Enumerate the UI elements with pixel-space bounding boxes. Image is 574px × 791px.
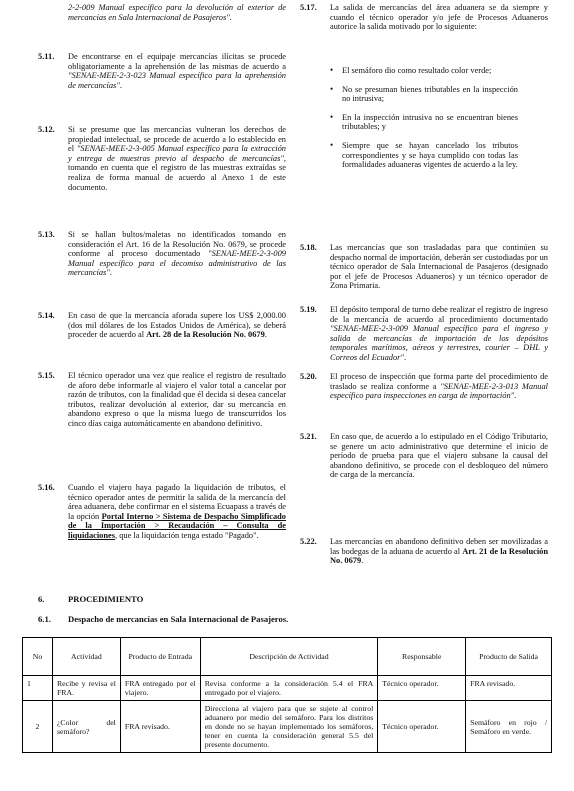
manual-reference: "SENAE-MEE-2-3-009 Manual específico para el ingreso y salida de mercancías de importación de los depósitos temporales marítimos, aéreos y terrestres, courier – DHL y Correos del Ecuador" [330, 324, 548, 362]
cell-responsible: Técnico operador. [378, 676, 466, 701]
item-text: En caso que, de acuerdo a lo estipulado en el Código Tributario, se genere un acto administrativo que determine el inicio de período de prueba para que el viajero subsane la causal del abandono definitivo, se procede con el desbloqueo del número de carga de la mercancía. [330, 432, 548, 480]
legal-reference: Art. 21 de la Resolución No. 0679 [330, 546, 548, 566]
cell-no: 2 [23, 701, 53, 753]
cell-description: Direcciona al viajero para que se sujete al control aduanero por medio del semáforo. Para los distritos en donde no se hayan implementado los semáforos, tener en cuenta la consideración general 5.5 del presente documento. [200, 701, 378, 753]
item-number: 5.20. [300, 372, 317, 381]
item-number: 5.16. [38, 483, 55, 492]
item-5-15 [38, 371, 286, 429]
item-text: El proceso de inspección que forma parte del procedimiento de traslado se realiza conforme a [330, 372, 548, 391]
item-text: El depósito temporal de turno debe realizar el registro de ingreso de la mercancía de acuerdo al procedimiento documentado [330, 305, 548, 324]
item-number: 5.11. [38, 52, 55, 61]
item-text: . [264, 330, 267, 340]
cell-description: Revisa conforme a la consideración 5.4 el FRA entregado por el viajero. [200, 676, 378, 701]
manual-reference: "SENAE-MEE-2-3-013 Manual específico para inspecciones en carga de importación" [330, 381, 548, 401]
bullet-item: • El semáforo dio como resultado color verde; [330, 66, 518, 76]
table-row [23, 701, 552, 753]
header-activity: Actividad [52, 638, 120, 676]
manual-reference: "SENAE-MEE-2-3-009 Manual específico para el decomiso administrativo de las mercancías" [68, 249, 286, 278]
header-output: Producto de Salida [466, 638, 552, 676]
item-text: Si se hallan bultos/maletas no identificados tomando en consideración el Art. 16 de la Resolución No. 0679, se procede conforme al proceso documentado [68, 230, 286, 259]
item-text: Las mercancías en abandono definitivo deben ser movilizadas a las bodegas de la aduana de acuerdo al [330, 537, 548, 556]
cell-input: FRA revisado. [120, 701, 200, 753]
item-text: , tomando en cuenta que el registro de las muestras extraídas se realiza de forma manual de acuerdo al Anexo 1 de este documento. [68, 153, 286, 192]
item-text: En caso de que la mercancía aforada supere los US$ 2,000.00 (dos mil dólares de los Estados Unidos de América), se deberá proceder de acuerdo al [68, 311, 286, 340]
manual-reference: 2-2-009 Manual específico para la devolución al exterior de mercancías en Sala Internacional de Pasajeros". [68, 3, 286, 22]
item-5-18 [300, 243, 548, 291]
subsection-number: 6.1. [38, 614, 51, 624]
item-number: 5.17. [300, 3, 317, 12]
item-5-12 [38, 125, 286, 192]
header-no: No [23, 638, 53, 676]
item-number: 5.13. [38, 230, 55, 239]
item-5-19 [300, 305, 548, 363]
item-number: 5.14. [38, 311, 55, 320]
item-5-21 [300, 432, 548, 480]
item-5-20 [300, 372, 548, 401]
item-text: , que la liquidación tenga estado "Pagado". [115, 530, 259, 540]
cell-no: 1 [23, 676, 53, 701]
bullet-item: • En la inspección intrusiva no se encuentran bienes tributables; y [330, 113, 518, 132]
item-5-14 [38, 311, 286, 340]
cell-activity: ¿Color del semáforo? [52, 701, 120, 753]
cell-output: FRA revisado. [466, 676, 552, 701]
item-text: . [403, 352, 407, 362]
cell-input: FRA entregado por el viajero. [120, 676, 200, 701]
section-title: PROCEDIMIENTO [68, 594, 144, 604]
procedure-table [22, 637, 552, 753]
system-path: Portal Interno > Sistema de Despacho Simplificado de la Importación > Recaudación – Consulta de liquidaciones [68, 511, 286, 540]
legal-reference: Art. 28 de la Resolución No. 0679 [146, 330, 265, 340]
item-text: De encontrarse en el equipaje mercancías ilícitas se procede obligatoriamente a la aprehensión de las mismas de acuerdo a [68, 52, 286, 71]
bullet-item: • Siempre que se hayan cancelado los tributos correspondientes y se haya cumplido con todas las formalidades aduaneras vigentes de acuerdo a la ley. [330, 141, 518, 170]
bullet-list [330, 66, 518, 179]
cell-responsible: Técnico operador. [378, 701, 466, 753]
item-text: . [361, 556, 364, 566]
table-header-row [23, 638, 552, 676]
bullet-item: • No se presuman bienes tributables en la inspección no intrusiva; [330, 85, 518, 104]
item-text: La salida de mercancías del área aduanera se da siempre y cuando el técnico operador y/o jefe de Procesos Aduaneros autorice la salida motivado por lo siguiente: [330, 3, 548, 32]
table-row [23, 676, 552, 701]
item-number: 5.19. [300, 305, 317, 314]
item-text: Si se presume que las mercancías vulneran los derechos de propiedad intelectual, se procede de acuerdo a lo establecido en el [68, 125, 286, 154]
item-number: 5.18. [300, 243, 317, 252]
item-text: El técnico operador una vez que realice el registro de resultado de aforo debe informarle al viajero el valor total a cancelar por razón de tributos, con la finalidad que él decida si desea cancelar tributos, realizar devolución al exterior, dar su mercancía en abandono expreso o que la misma luego de transcurridos los cinco días caiga automáticamente en abandono definitivo. [68, 371, 286, 428]
item-text: Cuando el viajero haya pagado la liquidación de tributos, el técnico operador antes de permitir la salida de la mercancía del área aduanera, debe confirmar en el sistema Ecuapass a través de la opción [68, 483, 286, 521]
item-5-11 [38, 52, 286, 90]
item-number: 5.22. [300, 537, 317, 546]
header-input: Producto de Entrada [120, 638, 200, 676]
item-5-17 [300, 3, 548, 32]
item-number: 5.12. [38, 125, 55, 134]
item-text: Las mercancías que son trasladadas para que continúen su despacho normal de importación, deberán ser custodiadas por un técnico operador de Sala Internacional de Pasajeros (designado por el jefe de Procesos Aduaneros) y un técnico operador de Zona Primaria. [330, 243, 548, 291]
header-description: Descripción de Actividad [200, 638, 378, 676]
item-number: 5.15. [38, 371, 55, 380]
cell-output: Semáforo en rojo / Semáforo en verde. [466, 701, 552, 753]
header-responsible: Responsable [378, 638, 466, 676]
manual-reference: "SENAE-MEE-2-3-023 Manual específico para la aprehensión de mercancías" [68, 71, 286, 90]
section-number: 6. [38, 594, 45, 604]
item-5-22 [300, 537, 548, 566]
item-text: . [514, 391, 517, 401]
item-text: . [119, 80, 122, 90]
cell-activity: Recibe y revisa el FRA. [52, 676, 120, 701]
item-5-13 [38, 230, 286, 278]
manual-reference: "SENAE-MEE-2-3-005 Manual específico para la extracción y entrega de muestras previo al despacho de mercancías" [68, 144, 286, 163]
subsection-title: Despacho de mercancías en Sala Internacional de Pasajeros. [68, 614, 289, 624]
item-5-16 [38, 483, 286, 541]
item-5-10-tail [38, 3, 286, 22]
item-text: . [109, 268, 112, 278]
item-number: 5.21. [300, 432, 317, 441]
